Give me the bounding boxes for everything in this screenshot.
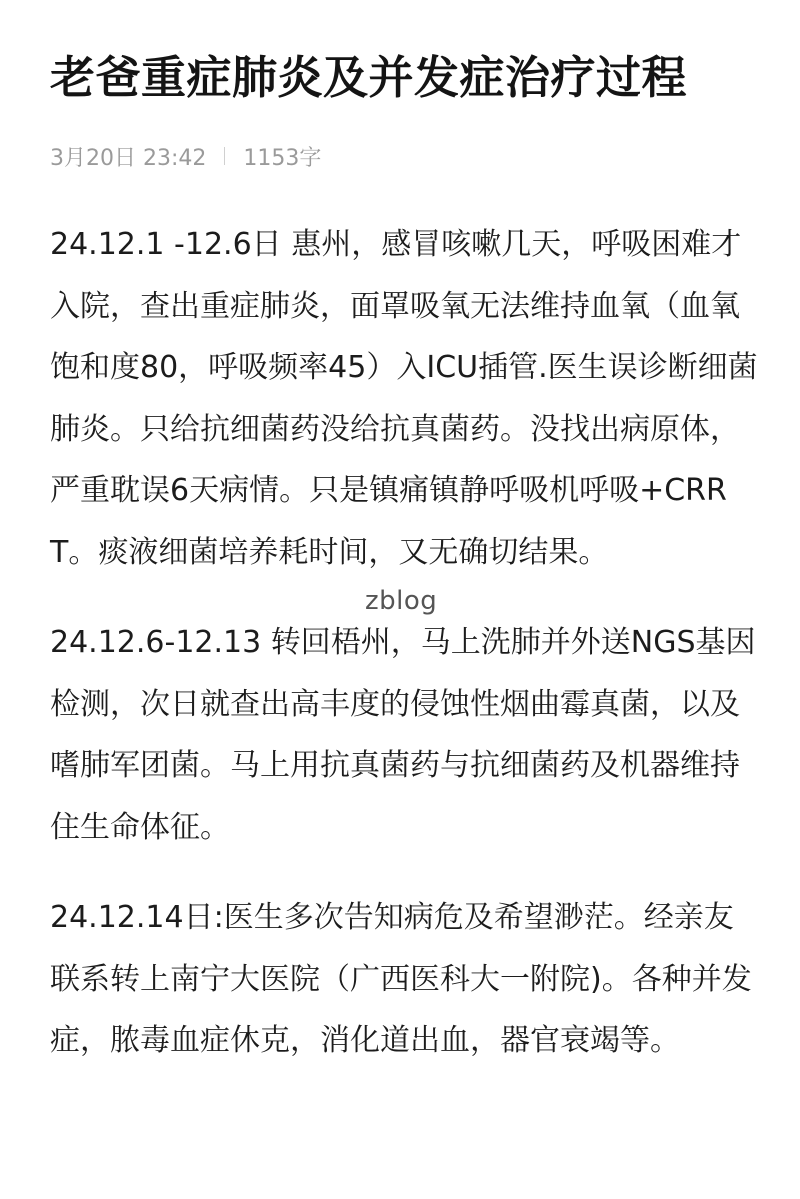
watermark-text: zblog bbox=[365, 586, 438, 616]
paragraph-2: 24.12.6-12.13 转回梧州，马上洗肺并外送NGS基因检测，次日就查出高丰度的侵蚀性烟曲霉真菌，以及嗜肺军团菌。马上用抗真菌药与抗细菌药及机器维持住生命体征。 bbox=[50, 625, 756, 845]
paragraph-3: 24.12.14日:医生多次告知病危及希望渺茫。经亲友联系转上南宁大医院（广西医科大一附院)。各种并发症，脓毒血症休克，消化道出血，器官衰竭等。 bbox=[50, 900, 752, 1058]
article-title: 老爸重症肺炎及并发症治疗过程 bbox=[50, 51, 688, 104]
publish-date: 3月20日 23:42 bbox=[50, 145, 207, 171]
article-body bbox=[50, 214, 762, 1072]
meta-divider bbox=[224, 147, 225, 165]
word-count: 1153字 bbox=[243, 145, 322, 171]
paragraph-1: 24.12.1 -12.6日 惠州，感冒咳嗽几天，呼吸困难才入院，查出重症肺炎，面罩吸氧无法维持血氧（血氧饱和度80，呼吸频率45）入ICU插管.医生误诊断细菌肺炎。只给抗细菌药没给抗真菌药。没找出病原体，严重耽误6天病情。只是镇痛镇静呼吸机呼吸+CRRT。痰液细菌培养耗时间，又无确切结果。 bbox=[50, 227, 758, 570]
article-meta bbox=[50, 140, 762, 172]
article bbox=[50, 0, 762, 1072]
